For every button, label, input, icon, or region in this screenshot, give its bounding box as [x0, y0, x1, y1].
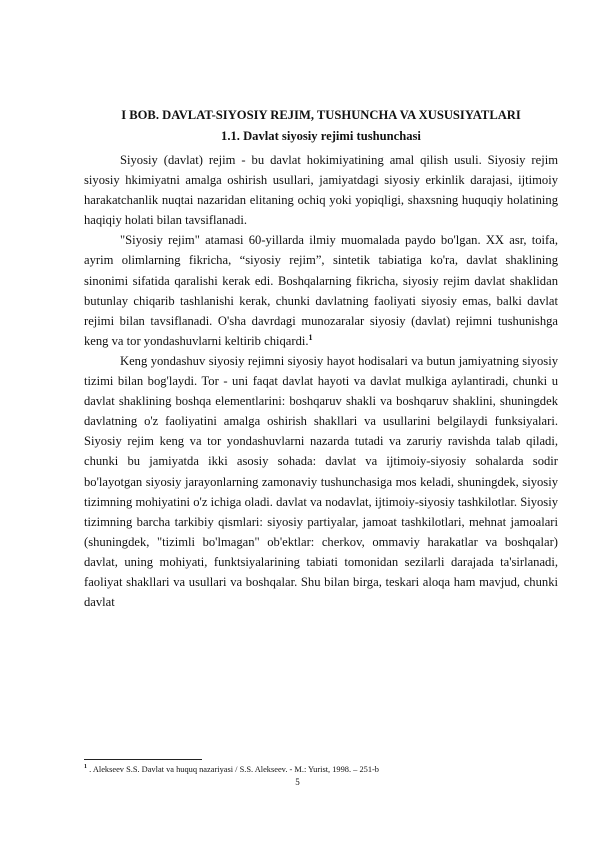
page-number: 5 — [295, 777, 300, 787]
footnote-separator — [84, 759, 202, 760]
footnote-reference[interactable]: 1 — [308, 332, 313, 342]
paragraph-1 — [84, 150, 558, 230]
paragraph-3-text: Keng yondashuv siyosiy rejimni siyosiy hayot hodisalari va butun jamiyatning siyosiy tizimi bilan bog'laydi. Tor - uni faqat davlat hayoti va davlat mulkiga aylantiradi, chunki u davlat shaklining boshqa elementlarini: boshqaruv shakli va boshqaruv shaklini, shuningdek davlatning o'z faoliyatini amalga oshirish shakllari va usullarini belgilaydi funksiyalari. Siyosiy rejim keng va tor yondashuvlarni nazarda tutadi va zaruriy ravishda talab qiladi, chunki bu jamiyatda ikki asosiy sohada: davlat va ijtimoiy-siyosiy sohalarda sodir bo'layotgan siyosiy jarayonlarning zamonaviy tushunchasiga mos keladi, shuningdek, siyosiy tizimning mohiyatini o'z ichiga oladi. davlat va nodavlat, ijtimoiy-siyosiy tashkilotlar. Siyosiy tizimning barcha tarkibiy qismlari: siyosiy partiyalar, jamoat tashkilotlari, mehnat jamoalari (shuningdek, "tizimli bo'lmagan" ob'ektlar: cherkov, ommaviy harakatlar va boshqalar) davlat, uning mohiyati, funktsiyalarining tabiati tomonidan sezilarli darajada ta'sirlanadi, faoliyat shakllari va usullari va boshqalar. Shu bilan birga, teskari aloqa ham mavjud, chunki davlat — [84, 353, 558, 610]
paragraph-2 — [84, 230, 558, 351]
body-text — [84, 150, 558, 612]
footnote-marker: 1 — [84, 764, 87, 771]
paragraph-1-text: Siyosiy (davlat) rejim - bu davlat hokimiyatining amal qilish usuli. Siyosiy rejim siyosiy hkimiyatni amalga oshirish usullari, jamiyatdagi siyosiy erkinlik darajasi, ijtimoiy harakatchanlik nuqtai nazaridan elitaning ochiq yoki yopiqligi, shaxsning huquqiy holatining haqiqiy holati bilan tavsiflanadi. — [84, 153, 558, 228]
paragraph-2-text: "Siyosiy rejim" atamasi 60-yillarda ilmiy muomalada paydo bo'lgan. XX asr, toifa, ayrim olimlarning fikricha, “siyosiy rejim”, sintetik tabiatiga ko'ra, davlat shaklining sinonimi sifatida qaralishi kerak edi. Boshqalarning fikricha, siyosiy rejim davlat shaklidan butunlay chiqarib tashlanishi kerak, chunki davlatning faoliyati siyosiy emas, balki davlat rejimi bilan tavsiflanadi. O'sha davrdagi munozaralar siyosiy (davlat) rejimni tushunishga keng va tor yondashuvlarni keltirib chiqardi. — [84, 233, 558, 348]
footnote-text: . Alekseev S.S. Davlat va huquq nazariyasi / S.S. Alekseev. - M.: Yurist, 1998. – 251-b — [87, 765, 379, 774]
chapter-title: I BOB. DAVLAT-SIYOSIY REJIM, TUSHUNCHA VA XUSUSIYATLARI — [121, 108, 521, 122]
paragraph-3 — [84, 351, 558, 612]
footnote — [84, 764, 558, 775]
section-title: 1.1. Davlat siyosiy rejimi tushunchasi — [221, 129, 421, 143]
